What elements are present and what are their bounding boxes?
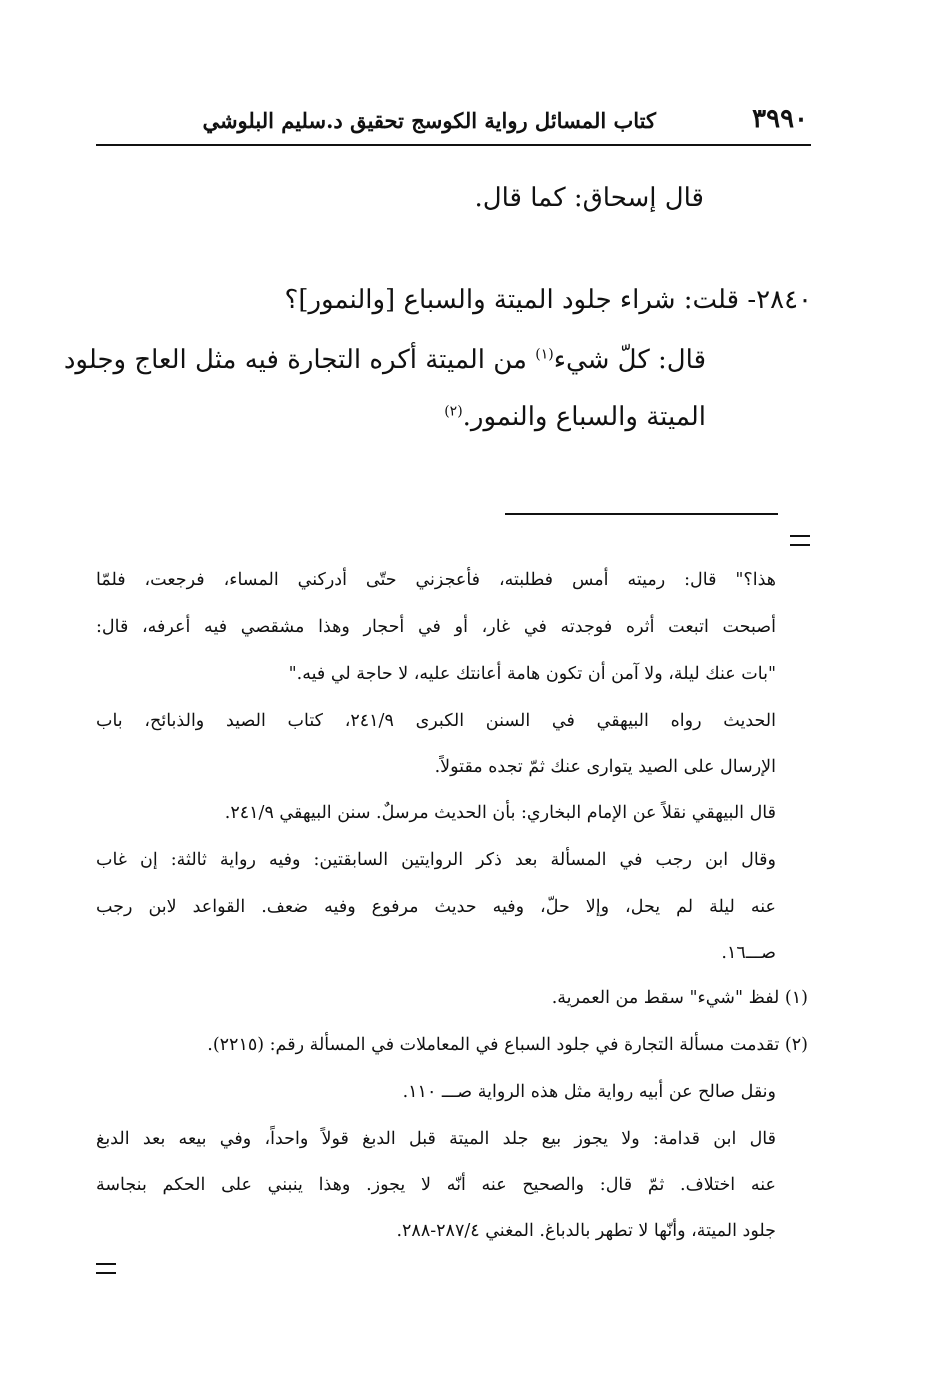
answer-text-end: من الميتة أكره التجارة فيه مثل العاج وجلود [63,345,536,375]
footnote-line: قال البيهقي نقلاً عن الإمام البخاري: بأن الحديث مرسلٌ. سنن البيهقي ٢٤١/٩. [224,803,776,823]
header-rule [96,144,811,146]
footnote-separator [505,513,778,515]
footnote-line: الإرسال على الصيد يتوارى عنك ثمّ تجده مقتولاً. [434,757,776,777]
answer-line-1 [64,345,706,375]
footnote-2: (٢) تقدمت مسألة التجارة في جلود السباع في المعاملات في المسألة رقم: (٢٢١٥). [207,1035,808,1055]
footnote-line: عنه اختلاف. ثمّ قال: والصحيح عنه أنّه لا يجوز. وهذا ينبني على الحكم بنجاسة [96,1175,776,1195]
footnote-line: وقال ابن رجب في المسألة بعد ذكر الروايتين السابقتين: وفيه رواية ثالثة: إن غاب [96,850,776,870]
footnote-line: قال ابن قدامة: ولا يجوز بيع جلد الميتة قبل الدبغ قولاً واحداً، وفي بيعه بعد الدبغ [96,1129,776,1149]
answer-line-2-text: الميتة والسباع والنمور. [462,402,706,432]
running-head: كتاب المسائل رواية الكوسج تحقيق د.سليم البلوشي [202,108,656,133]
page-number: ٣٩٩٠ [752,104,808,134]
footnote-1: (١) لفظ "شيء" سقط من العمرية. [551,988,808,1008]
footnote-line: أصبحت اتبعت أثره فوجدته في غار، أو في أحجار وهذا مشقصي فيه أعرفه، قال: [96,617,776,637]
footnote-line: عنه ليلة لم يحل، وإلا حلّ، وفيه حديث مرفوع وفيه ضعف. القواعد لابن رجب [96,897,776,917]
answer-line-2 [444,402,706,432]
footnote-line: هذا؟" قال: رميته أمس فطلبته، فأعجزني حتّى أدركني المساء، فرجعت، فلمّا [96,570,776,590]
answer-text-start: قال: كلّ شيء [553,345,706,375]
main-line-ishaq: قال إسحاق: كما قال. [474,183,704,213]
footnote-line: صـــ١٦. [721,943,776,963]
continuation-mark-top [790,535,810,546]
footnote-line: جلود الميتة، وأنّها لا تطهر بالدباغ. المغني ٢٨٧/٤-٢٨٨. [396,1221,776,1241]
continuation-mark-bottom [96,1263,116,1274]
footnote-ref-1: (١) [535,346,554,363]
footnote-line: ونقل صالح عن أبيه رواية مثل هذه الرواية صـــ ١١٠. [402,1082,776,1102]
footnote-line: "بات عنك ليلة، ولا آمن أن تكون هامة أعانتك عليه، لا حاجة لي فيه." [288,664,776,684]
footnote-ref-2: (٢) [444,403,463,420]
footnote-line: الحديث رواه البيهقي في السنن الكبرى ٢٤١/٩، كتاب الصيد والذبائح، باب [96,711,776,731]
question-2840: ٢٨٤٠- قلت: شراء جلود الميتة والسباع [والنمور]؟ [284,285,812,315]
